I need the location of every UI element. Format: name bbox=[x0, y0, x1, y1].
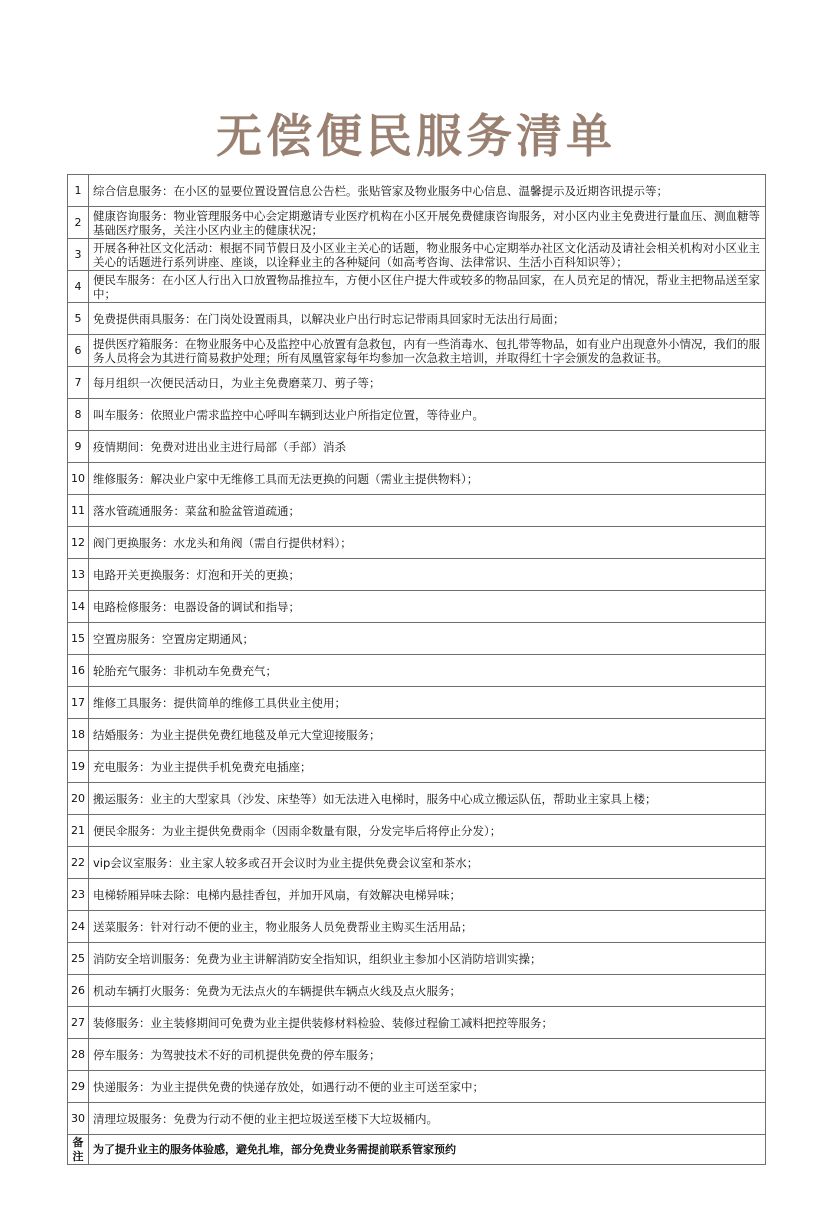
row-number: 6 bbox=[68, 335, 89, 367]
row-number: 14 bbox=[68, 591, 89, 623]
table-row bbox=[68, 239, 766, 271]
service-description: 落水管疏通服务：菜盆和脸盆管道疏通； bbox=[89, 495, 766, 527]
row-number: 1 bbox=[68, 175, 89, 207]
table-row bbox=[68, 847, 766, 879]
table-row bbox=[68, 207, 766, 239]
row-number: 5 bbox=[68, 303, 89, 335]
note-text: 为了提升业主的服务体验感，避免扎堆，部分免费业务需提前联系管家预约 bbox=[89, 1135, 766, 1165]
service-description: 消防安全培训服务：免费为业主讲解消防安全指知识，组织业主参加小区消防培训实操； bbox=[89, 943, 766, 975]
row-number: 23 bbox=[68, 879, 89, 911]
table-row bbox=[68, 879, 766, 911]
row-number: 21 bbox=[68, 815, 89, 847]
service-description: 快递服务：为业主提供免费的快递存放处，如遇行动不便的业主可送至家中； bbox=[89, 1071, 766, 1103]
row-number: 22 bbox=[68, 847, 89, 879]
table-row bbox=[68, 655, 766, 687]
service-description: 每月组织一次便民活动日，为业主免费磨菜刀、剪子等； bbox=[89, 367, 766, 399]
service-description: 综合信息服务：在小区的显要位置设置信息公告栏。张贴管家及物业服务中心信息、温馨提示及近期咨讯提示等； bbox=[89, 175, 766, 207]
service-description: 机动车辆打火服务：免费为无法点火的车辆提供车辆点火线及点火服务； bbox=[89, 975, 766, 1007]
row-number: 9 bbox=[68, 431, 89, 463]
table-row bbox=[68, 495, 766, 527]
service-description: 充电服务：为业主提供手机免费充电插座； bbox=[89, 751, 766, 783]
service-description: 空置房服务：空置房定期通风； bbox=[89, 623, 766, 655]
table-row bbox=[68, 527, 766, 559]
row-number: 25 bbox=[68, 943, 89, 975]
table-row bbox=[68, 815, 766, 847]
row-number: 19 bbox=[68, 751, 89, 783]
table-row bbox=[68, 335, 766, 367]
table-row bbox=[68, 303, 766, 335]
service-list-table bbox=[67, 174, 766, 1165]
table-row bbox=[68, 687, 766, 719]
table-row bbox=[68, 559, 766, 591]
row-number: 27 bbox=[68, 1007, 89, 1039]
service-description: 叫车服务：依照业户需求监控中心呼叫车辆到达业户所指定位置，等待业户。 bbox=[89, 399, 766, 431]
row-number: 15 bbox=[68, 623, 89, 655]
table-row bbox=[68, 463, 766, 495]
service-description: vip会议室服务：业主家人较多或召开会议时为业主提供免费会议室和茶水； bbox=[89, 847, 766, 879]
row-number: 28 bbox=[68, 1039, 89, 1071]
row-number: 3 bbox=[68, 239, 89, 271]
service-description: 轮胎充气服务：非机动车免费充气； bbox=[89, 655, 766, 687]
row-number: 7 bbox=[68, 367, 89, 399]
table-row bbox=[68, 431, 766, 463]
table-row bbox=[68, 975, 766, 1007]
note-row bbox=[68, 1135, 766, 1165]
service-description: 电梯轿厢异味去除：电梯内悬挂香包，并加开风扇，有效解决电梯异味； bbox=[89, 879, 766, 911]
table-row bbox=[68, 783, 766, 815]
service-description: 搬运服务：业主的大型家具（沙发、床垫等）如无法进入电梯时，服务中心成立搬运队伍，帮助业主家具上楼； bbox=[89, 783, 766, 815]
table-row bbox=[68, 911, 766, 943]
service-description: 清理垃圾服务：免费为行动不便的业主把垃圾送至楼下大垃圾桶内。 bbox=[89, 1103, 766, 1135]
row-number: 4 bbox=[68, 271, 89, 303]
table-row bbox=[68, 175, 766, 207]
service-description: 便民车服务：在小区人行出入口放置物品推拉车，方便小区住户提大件或较多的物品回家，在人员充足的情况，帮业主把物品送至家中； bbox=[89, 271, 766, 303]
row-number: 20 bbox=[68, 783, 89, 815]
table-row bbox=[68, 1071, 766, 1103]
table-row bbox=[68, 943, 766, 975]
table-row bbox=[68, 271, 766, 303]
table-row bbox=[68, 623, 766, 655]
row-number: 13 bbox=[68, 559, 89, 591]
row-number: 10 bbox=[68, 463, 89, 495]
service-description: 开展各种社区文化活动：根据不同节假日及小区业主关心的话题，物业服务中心定期举办社区文化活动及请社会相关机构对小区业主关心的话题进行系列讲座、座谈，以诠释业主的各种疑问（如高考咨询、法律常识、生活小百科知识等）； bbox=[89, 239, 766, 271]
service-description: 电路检修服务：电器设备的调试和指导； bbox=[89, 591, 766, 623]
row-number: 16 bbox=[68, 655, 89, 687]
row-number: 18 bbox=[68, 719, 89, 751]
service-list-body bbox=[68, 175, 766, 1165]
service-description: 疫情期间：免费对进出业主进行局部（手部）消杀 bbox=[89, 431, 766, 463]
service-description: 便民伞服务：为业主提供免费雨伞（因雨伞数量有限，分发完毕后将停止分发）； bbox=[89, 815, 766, 847]
table-row bbox=[68, 719, 766, 751]
row-number: 2 bbox=[68, 207, 89, 239]
service-description: 停车服务：为驾驶技术不好的司机提供免费的停车服务； bbox=[89, 1039, 766, 1071]
table-row bbox=[68, 1103, 766, 1135]
row-number: 8 bbox=[68, 399, 89, 431]
row-number: 12 bbox=[68, 527, 89, 559]
row-number: 17 bbox=[68, 687, 89, 719]
page-title: 无偿便民服务清单 bbox=[216, 109, 616, 163]
table-row bbox=[68, 1039, 766, 1071]
table-row bbox=[68, 399, 766, 431]
table-row bbox=[68, 751, 766, 783]
service-description: 提供医疗箱服务：在物业服务中心及监控中心放置有急救包，内有一些消毒水、包扎带等物品，如有业户出现意外小情况，我们的服务人员将会为其进行简易救护处理；所有凤凰管家每年均参加一次急救主培训，并取得红十字会颁发的急救证书。 bbox=[89, 335, 766, 367]
row-number: 24 bbox=[68, 911, 89, 943]
service-description: 免费提供雨具服务：在门岗处设置雨具，以解决业户出行时忘记带雨具回家时无法出行局面； bbox=[89, 303, 766, 335]
note-label: 备注 bbox=[68, 1135, 89, 1165]
row-number: 11 bbox=[68, 495, 89, 527]
row-number: 29 bbox=[68, 1071, 89, 1103]
row-number: 30 bbox=[68, 1103, 89, 1135]
table-row bbox=[68, 591, 766, 623]
service-description: 阀门更换服务：水龙头和角阀（需自行提供材料）； bbox=[89, 527, 766, 559]
service-description: 维修服务：解决业户家中无维修工具而无法更换的问题（需业主提供物料）； bbox=[89, 463, 766, 495]
table-row bbox=[68, 1007, 766, 1039]
row-number: 26 bbox=[68, 975, 89, 1007]
service-description: 健康咨询服务：物业管理服务中心会定期邀请专业医疗机构在小区开展免费健康咨询服务，对小区内业主免费进行量血压、测血糖等基础医疗服务，关注小区内业主的健康状况； bbox=[89, 207, 766, 239]
service-description: 送菜服务：针对行动不便的业主，物业服务人员免费帮业主购买生活用品； bbox=[89, 911, 766, 943]
service-description: 结婚服务：为业主提供免费红地毯及单元大堂迎接服务； bbox=[89, 719, 766, 751]
table-row bbox=[68, 367, 766, 399]
service-description: 装修服务：业主装修期间可免费为业主提供装修材料检验、装修过程偷工减料把控等服务； bbox=[89, 1007, 766, 1039]
service-description: 电路开关更换服务：灯泡和开关的更换； bbox=[89, 559, 766, 591]
service-description: 维修工具服务：提供简单的维修工具供业主使用； bbox=[89, 687, 766, 719]
